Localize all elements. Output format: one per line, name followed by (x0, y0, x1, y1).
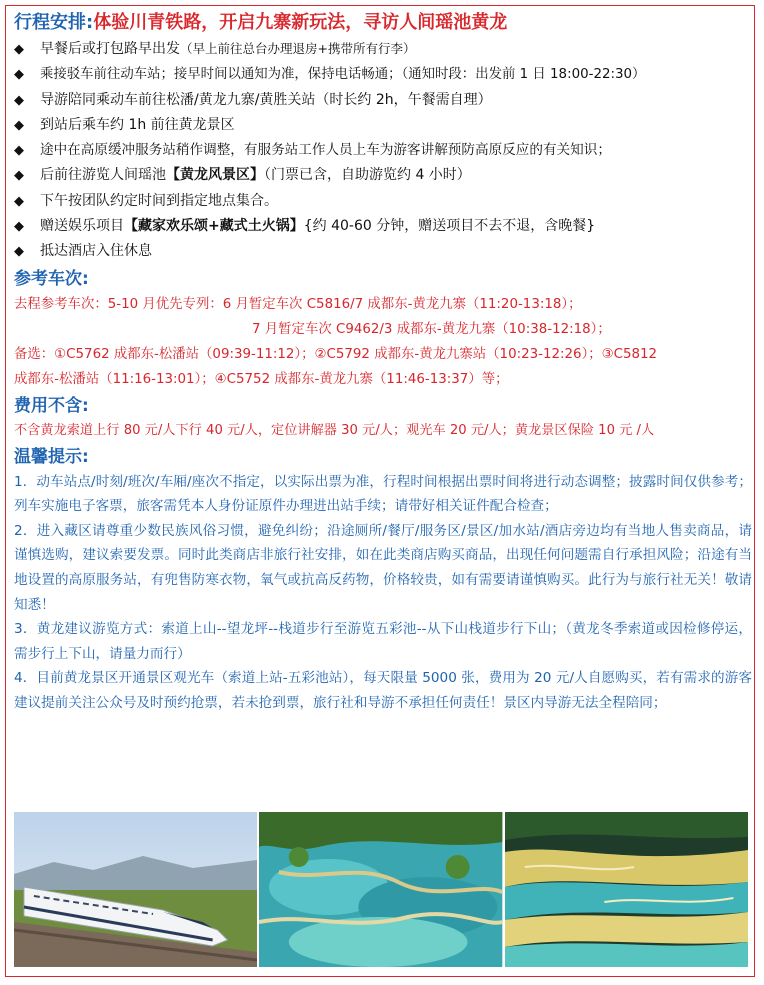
list-item: ◆ 赠送娱乐项目【藏家欢乐颂+藏式土火锅】{约 40-60 分钟，赠送项目不去不退，含晚餐} (14, 214, 752, 239)
list-item: ◆ 后前往游览人间瑶池【黄龙风景区】（门票已含，自助游览约 4 小时） (14, 163, 752, 188)
photo-strip (14, 812, 748, 967)
diamond-bullet-icon: ◆ (14, 92, 24, 108)
tip-paragraph: 3．黄龙建议游览方式：索道上山--望龙坪--栈道步行至游览五彩池--从下山栈道步行下山；（黄龙冬季索道或因检修停运，需步行上下山，请量力而行） (14, 621, 752, 662)
diamond-bullet-icon: ◆ (14, 244, 24, 260)
train-line: 成都东-松潘站（11:16-13:01）；④C5752 成都东-黄龙九寨（11:46-13:37）等； (14, 371, 509, 387)
list-item: ◆ 导游陪同乘动车前往松潘/黄龙九寨/黄胜关站（时长约 2h，午餐需自理） (14, 88, 752, 113)
fees-text: 不含黄龙索道上行 80 元/人下行 40 元/人，定位讲解器 30 元/人；观光车 20 元/人；黄龙景区保险 10 元 /人 (14, 422, 655, 438)
scenic-spot-name: 【黄龙风景区】 (166, 167, 264, 184)
diamond-bullet-icon: ◆ (14, 117, 24, 133)
list-item: ◆ 早餐后或打包路早出发（早上前往总台办理退房+携带所有行李） (14, 37, 752, 62)
diamond-bullet-icon: ◆ (14, 219, 24, 235)
tip-paragraph: 4．目前黄龙景区开通景区观光车（索道上站-五彩池站），每天限量 5000 张，费用为 20 元/人自愿购买，若有需求的游客建议提前关注公众号及时预约抢票，若未抢到票，旅行社和导游不承担任何责任！景区内导游无法全程陪同； (14, 670, 752, 712)
tips-heading: 温馨提示: (14, 446, 89, 467)
list-item: ◆ 抵达酒店入住休息 (14, 239, 752, 264)
tip-paragraph: 2．进入藏区请尊重少数民族风俗习惯，避免纠纷；沿途厕所/餐厅/服务区/景区/加水站/酒店旁边均有当地人售卖商品，请谨慎选购，建议索要发票。同时此类商店非旅行社安排，如在此类商店购买商品，出现任何问题需自行承担风险；沿途有当地设置的高原服务站，有兜售防寒衣物，氧气或抗高反药物，价格较贵，如有需要请谨慎购买。此行为与旅行社无关！敬请知悉！ (14, 522, 752, 613)
tip-paragraph: 1．动车站点/时刻/班次/车厢/座次不指定，以实际出票为准，行程时间根据出票时间将进行动态调整；披露时间仅供参考；列车实施电子客票，旅客需凭本人身份证原件办理进出站手续；请带好相关证件配合检查； (14, 473, 752, 515)
travertine-terraces-photo (505, 812, 748, 967)
diamond-bullet-icon: ◆ (14, 42, 24, 57)
train-line: 7 月暂定车次 C9462/3 成都东-黄龙九寨（10:38-12:18）； (252, 321, 611, 337)
train-line: 备选：①C5762 成都东-松潘站（09:39-11:12）；②C5792 成都东-黄龙九寨站（10:23-12:26）；③C5812 (14, 346, 658, 362)
diamond-bullet-icon: ◆ (14, 168, 24, 184)
list-item: ◆ 到站后乘车约 1h 前往黄龙景区 (14, 113, 752, 138)
five-color-pool-photo (259, 812, 502, 967)
fees-heading: 费用不含: (14, 395, 89, 416)
diamond-bullet-icon: ◆ (14, 67, 24, 83)
bullet-train-photo (14, 812, 257, 967)
list-item: ◆ 下午按团队约定时间到指定地点集合。 (14, 189, 752, 214)
bonus-activity-name: 【藏家欢乐颂+藏式土火锅】 (124, 218, 304, 235)
itinerary-document (14, 9, 752, 716)
itinerary-list (14, 37, 752, 265)
diamond-bullet-icon: ◆ (14, 193, 24, 209)
schedule-headline: 体验川青铁路，开启九寨新玩法，寻访人间瑶池黄龙 (93, 12, 508, 33)
diamond-bullet-icon: ◆ (14, 143, 24, 159)
trains-heading: 参考车次: (14, 268, 89, 289)
list-item: ◆ 乘接驳车前往动车站；接早时间以通知为准，保持电话畅通；（通知时段：出发前 1 日 18:00-22:30） (14, 62, 752, 87)
train-line: 去程参考车次：5-10 月优先专列：6 月暂定车次 C5816/7 成都东-黄龙九寨（11:20-13:18）； (14, 296, 582, 312)
schedule-label: 行程安排: (14, 12, 94, 33)
list-item: ◆ 途中在高原缓冲服务站稍作调整，有服务站工作人员上车为游客讲解预防高原反应的有关知识； (14, 138, 752, 163)
day-title (14, 9, 752, 37)
